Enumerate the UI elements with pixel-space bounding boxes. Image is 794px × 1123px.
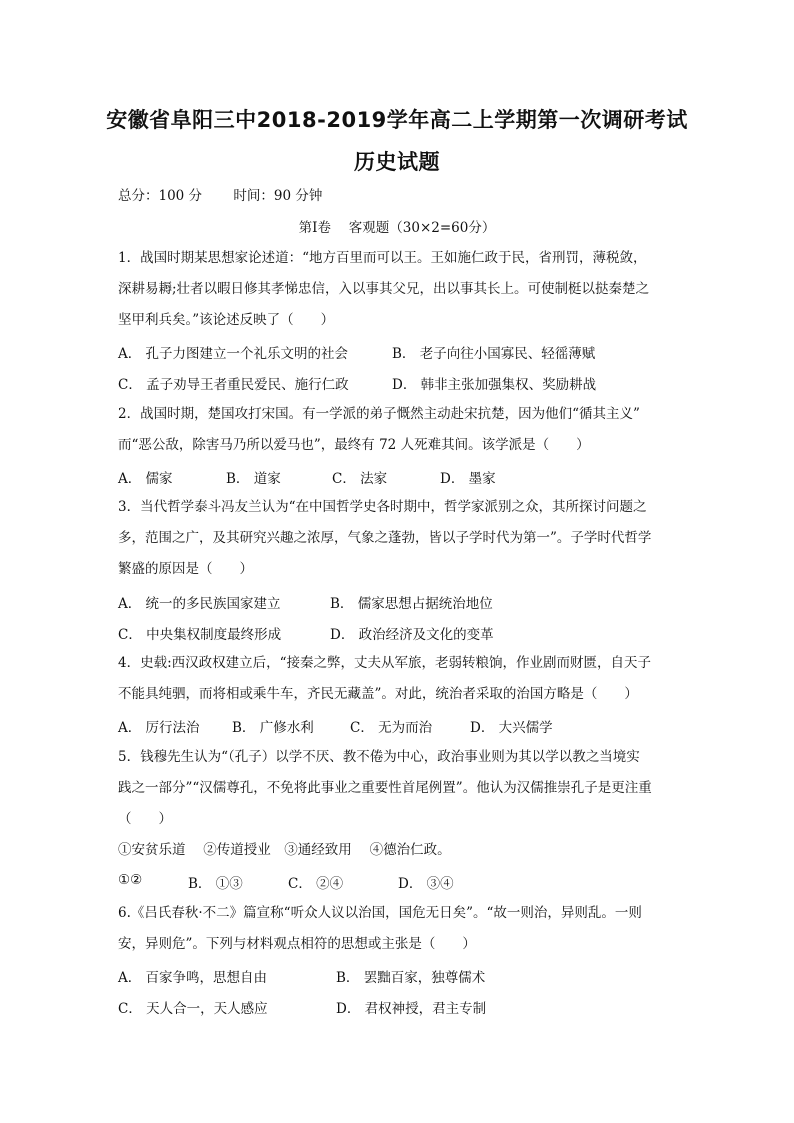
question-1-option-b: B． 老子向往小国寡民、轻徭薄赋: [392, 346, 596, 362]
question-2-line-1: 2．战国时期，楚国攻打宋国。有一学派的弟子慨然主动赴宋抗楚，因为他们“循其主义”: [118, 406, 640, 422]
question-6-option-c: C． 天人合一，天人感应: [118, 1001, 268, 1017]
question-5-option-d: D． ③④: [398, 876, 454, 892]
question-3-option-a: A． 统一的多民族国家建立: [118, 596, 281, 612]
question-2-option-c: C． 法家: [332, 471, 388, 487]
question-1-line-3: 坚甲利兵矣。”该论述反映了（ ）: [118, 312, 335, 328]
question-2-option-a: A． 儒家: [118, 471, 173, 487]
question-3-option-c: C． 中央集权制度最终形成: [118, 627, 282, 643]
question-5-option-b: B． ①③: [188, 876, 243, 892]
question-4-option-a: A． 厉行法治: [118, 720, 200, 736]
section-heading: 第Ⅰ卷 客观题（30×2=60分）: [298, 220, 496, 236]
question-6-line-2: 安，异则危”。下列与材料观点相符的思想或主张是（ ）: [118, 936, 476, 952]
question-1-line-2: 深耕易耨;壮者以暇日修其孝悌忠信，入以事其父兄，出以事其长上。可使制梃以挞秦楚之: [118, 281, 650, 297]
question-5-option-a: ①②: [118, 872, 143, 888]
question-5-line-4: ①安贫乐道 ②传道授业 ③通经致用 ④德治仁政。: [118, 842, 451, 858]
exam-title: 安徽省阜阳三中2018-2019学年高二上学期第一次调研考试: [106, 108, 688, 132]
question-5-line-2: 践之一部分”“汉儒尊孔，不免将此事业之重要性首尾例置”。他认为汉儒推崇孔子是更注重: [118, 780, 652, 796]
question-4-line-1: 4．史载:西汉政权建立后，“接秦之弊，丈夫从军旅，老弱转粮饷，作业剧而财匮，自天子: [118, 655, 652, 671]
question-1-option-c: C． 孟子劝导王者重民爱民、施行仁政: [118, 377, 349, 393]
exam-meta: 总分：100 分 时间：90 分钟: [118, 188, 323, 204]
question-6-option-d: D． 君权神授，君主专制: [336, 1001, 487, 1017]
question-5-line-1: 5．钱穆先生认为“（孔子）以学不厌、教不倦为中心，政治事业则为其以学以教之当境实: [118, 749, 640, 765]
question-6-option-b: B． 罢黜百家，独尊儒术: [336, 970, 486, 986]
question-3-option-d: D． 政治经济及文化的变革: [330, 627, 494, 643]
question-1-option-d: D． 韩非主张加强集权、奖励耕战: [392, 377, 597, 393]
exam-subtitle: 历史试题: [354, 150, 440, 174]
question-1-option-a: A． 孔子力图建立一个礼乐文明的社会: [118, 346, 349, 362]
question-6-line-1: 6.《吕氏春秋·不二》篇宣称“听众人议以治国，国危无日矣”。“故一则治，异则乱。一则: [118, 905, 642, 921]
question-3-option-b: B． 儒家思想占据统治地位: [330, 596, 493, 612]
question-5-line-3: （ ）: [118, 811, 172, 827]
question-6-option-a: A． 百家争鸣，思想自由: [118, 970, 268, 986]
question-4-option-d: D． 大兴儒学: [470, 720, 553, 736]
question-5-option-c: C． ②④: [288, 876, 344, 892]
question-3-line-1: 3．当代哲学泰斗冯友兰认为“在中国哲学史各时期中，哲学家派别之众，其所探讨问题之: [118, 499, 647, 515]
question-2-option-b: B． 道家: [226, 471, 281, 487]
question-4-option-b: B． 广修水利: [232, 720, 314, 736]
question-3-line-2: 多，范围之广，及其研究兴趣之浓厚，气象之蓬勃，皆以子学时代为第一”。子学时代哲学: [118, 530, 652, 546]
question-2-option-d: D． 墨家: [440, 471, 496, 487]
question-4-option-c: C． 无为而治: [350, 720, 433, 736]
question-4-line-2: 不能具纯驷，而将相或乘牛车，齐民无藏盖”。对此，统治者采取的治国方略是（ ）: [118, 686, 638, 702]
question-2-line-2: 而“恶公敌，除害马乃所以爱马也”，最终有 72 人死难其间。该学派是（ ）: [118, 437, 590, 453]
question-1-line-1: 1．战国时期某思想家论述道：“地方百里而可以王。王如施仁政于民，省刑罚，薄税敛，: [118, 250, 647, 266]
question-3-line-3: 繁盛的原因是（ ）: [118, 561, 253, 577]
